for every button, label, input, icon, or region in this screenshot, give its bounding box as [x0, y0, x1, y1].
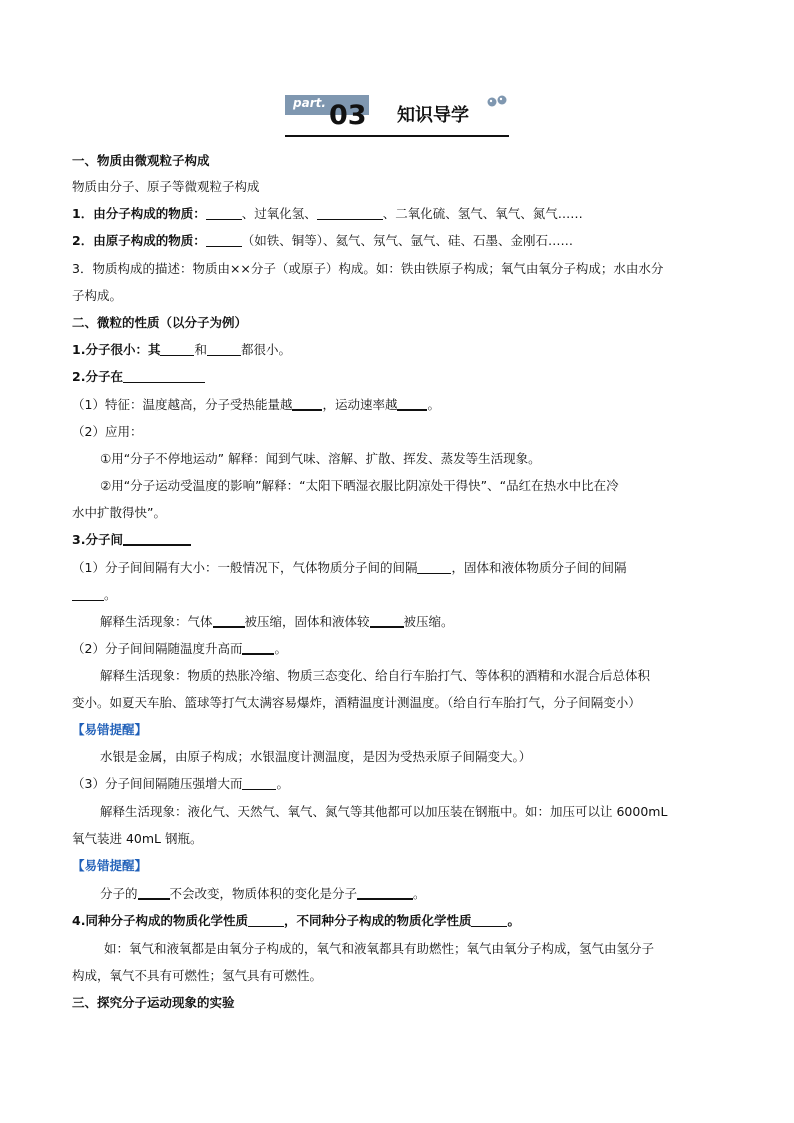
text-line: （3）分子间间隔随压强增大而 。	[72, 776, 289, 791]
label-bold: 1．由分子构成的物质：	[72, 206, 206, 221]
heading-1: 一、物质由微观粒子构成	[72, 153, 210, 168]
blank-line	[357, 885, 413, 900]
blank-line	[397, 396, 427, 411]
text-line: 4.同种分子构成的物质化学性质 ，不同种分子构成的物质化学性质 。	[72, 913, 520, 928]
text-line: 解释生活现象：物质的热胀冷缩、物质三态变化、给自行车胎打气、等体积的酒精和水混合后总体积	[100, 668, 651, 683]
blank-line	[213, 613, 245, 628]
text-line: 子构成。	[72, 288, 123, 303]
text-line: 分子的 不会改变，物质体积的变化是分子 。	[100, 886, 426, 901]
text-line: 2.分子在	[72, 368, 205, 386]
text-line: 解释生活现象：液化气、天然气、氧气、氮气等其他都可以加压装在钢瓶中。如：加压可以让 6000mL	[100, 804, 668, 819]
error-tip-heading: 【易错提醒】	[72, 722, 148, 737]
text-line: 1.分子很小：其 和 都很小。	[72, 342, 291, 357]
text-line: 。	[72, 586, 117, 604]
droplets-icon	[485, 95, 511, 109]
blank-line	[123, 369, 205, 383]
text-line: （1）分子间间隔有大小：一般情况下，气体物质分子间的间隔 ，固体和液体物质分子间的间隔	[72, 560, 627, 575]
text-line: 3．物质构成的描述：物质由××分子（或原子）构成。如：铁由铁原子构成；氧气由氧分子构成；水由水分	[72, 261, 664, 276]
text-line: 如：氧气和液氧都是由氧分子构成的，氧气和液氧都具有助燃性；氧气由氧分子构成，氢气由氢分子	[104, 941, 655, 956]
text-line: 物质由分子、原子等微观粒子构成	[72, 179, 260, 194]
heading-2: 二、微粒的性质（以分子为例）	[72, 315, 248, 330]
blank-line	[370, 613, 404, 628]
text-line: 水中扩散得快”。	[72, 505, 166, 520]
text-line: 氧气装进 40mL 钢瓶。	[72, 831, 203, 846]
error-tip-heading: 【易错提醒】	[72, 858, 148, 873]
blank-line	[292, 396, 322, 411]
blank-line	[207, 342, 241, 356]
text-line: （1）特征：温度越高，分子受热能量越 ，运动速率越 。	[72, 397, 440, 412]
section-title: 知识导学	[397, 105, 469, 126]
section-number: 03	[329, 100, 367, 131]
blank-line	[206, 233, 242, 247]
blank-line	[242, 776, 276, 790]
text-line: 2．由原子构成的物质： （如铁、铜等）、氦气、氖气、氩气、硅、石墨、金刚石……	[72, 233, 573, 248]
text-line: 解释生活现象：气体 被压缩，固体和液体较 被压缩。	[100, 614, 454, 629]
text-line: 水银是金属，由原子构成；水银温度计测温度，是因为受热汞原子间隔变大。）	[100, 749, 532, 764]
blank-line	[471, 913, 507, 927]
blank-line	[138, 885, 170, 900]
blank-line	[206, 206, 242, 220]
section-header	[285, 95, 509, 139]
text-line: （2）分子间间隔随温度升高而 。	[72, 641, 287, 656]
text-line: ②用“分子运动受温度的影响”解释：“太阳下晒湿衣服比阴凉处干得快”、“品红在热水中比在冷	[100, 478, 619, 493]
text-line: 3.分子间	[72, 531, 191, 549]
label-bold: 2．由原子构成的物质：	[72, 233, 206, 248]
text-line: ①用“分子不停地运动” 解释：闻到气味、溶解、扩散、挥发、蒸发等生活现象。	[100, 451, 541, 466]
blank-line	[72, 587, 104, 601]
blank-line	[160, 342, 194, 356]
header-underline	[285, 135, 509, 137]
text-line: 1．由分子构成的物质： 、过氧化氢、 、二氧化硫、氢气、氧气、氮气……	[72, 206, 583, 221]
heading-3: 三、探究分子运动现象的实验	[72, 995, 235, 1010]
blank-line	[248, 913, 284, 927]
text-line: （2）应用：	[72, 424, 143, 439]
blank-line	[317, 206, 383, 220]
blank-line	[417, 560, 451, 574]
blank-line	[242, 640, 274, 655]
text-line: 构成，氧气不具有可燃性；氢气具有可燃性。	[72, 968, 323, 983]
part-label: part.	[293, 96, 326, 110]
text-line: 变小。如夏天车胎、篮球等打气太满容易爆炸，酒精温度计测温度。（给自行车胎打气，分子间隔变小）	[72, 695, 641, 710]
blank-line	[123, 531, 191, 546]
